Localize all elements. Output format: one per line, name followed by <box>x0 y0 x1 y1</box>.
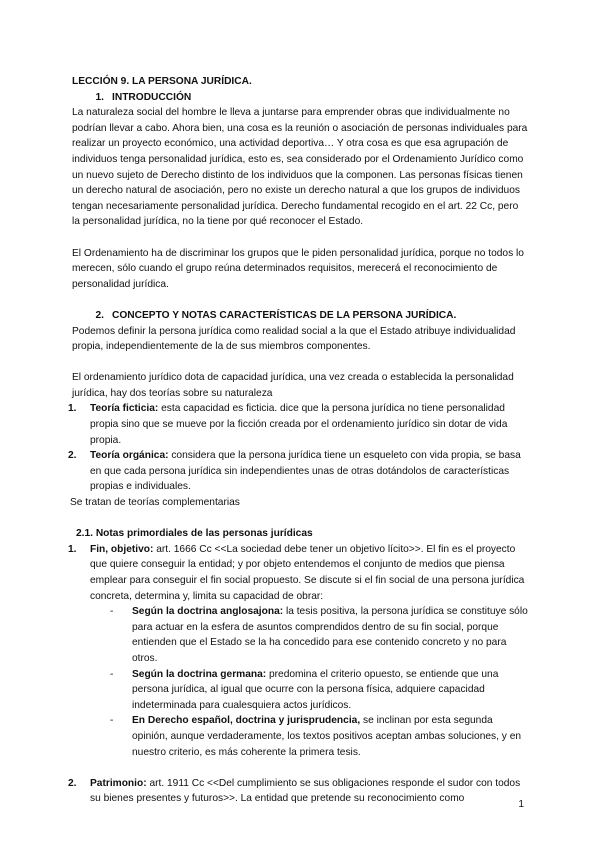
spacer <box>72 355 528 371</box>
section-2-paragraph-1: Podemos definir la persona jurídica como realidad social a la que el Estado atribuye individualidad propia, independientemente de la de sus miembros componentes. <box>72 325 516 353</box>
dash-bullet: - <box>110 715 114 727</box>
item-label: Fin, objetivo: <box>90 543 154 555</box>
sub-item-text: predomina el criterio opuesto, se entiende que una persona jurídica, al igual que ocurre con la persona física, adquiere capacidad indeterminada para cualesquiera actos jurídicos. <box>132 668 499 711</box>
spacer <box>72 760 528 776</box>
list-item-number: 1. <box>68 403 77 415</box>
sub-item-label: En Derecho español, doctrina y jurisprudencia, <box>132 715 361 727</box>
list-item <box>68 542 528 760</box>
list-item <box>68 448 528 495</box>
section-1-number: 1. <box>95 91 104 103</box>
list-item-number: 1. <box>68 543 77 555</box>
subsection-2-1-heading: 2.1. Notas primordiales de las personas jurídicas <box>76 528 313 540</box>
spacer <box>72 230 528 246</box>
item-label: Patrimonio: <box>90 777 147 789</box>
page-content <box>68 74 528 807</box>
section-1-title: INTRODUCCIÓN <box>112 91 192 103</box>
section-2-number: 2. <box>95 309 104 321</box>
list-item <box>68 401 528 448</box>
lesson-title: LECCIÓN 9. LA PERSONA JURÍDICA. <box>72 76 252 87</box>
spacer <box>72 292 528 308</box>
list-item <box>68 776 528 807</box>
item-text: art. 1911 Cc <<Del cumplimiento se sus obligaciones responde el sudor con todos su bienes presentes y futuros>>. La entidad que pretende su reconocimiento como <box>90 777 521 805</box>
sub-item-text: se inclinan por esta segunda opinión, aunque verdaderamente, los textos positivos aceptan ambas soluciones, y en nuestro criterio, es más coherente la primera tesis. <box>132 715 522 758</box>
spacer <box>72 511 528 527</box>
section-2-paragraph-2: El ordenamiento jurídico dota de capacidad jurídica, una vez creada o establecida la personalidad jurídica, hay dos teorías sobre su naturaleza <box>72 372 514 399</box>
sub-list <box>72 604 528 760</box>
theory-label: Teoría orgánica: <box>90 450 169 462</box>
sub-item-label: Según la doctrina germana: <box>132 668 267 680</box>
section-1-paragraph-1: La naturaleza social del hombre le lleva a juntarse para emprender obras que individualmente no podrían llevar a cabo. Ahora bien, una cosa es la reunión o asociación de personas individuales para realizar un proyecto económico, una actividad deportiva… Y otra cosa es que esa agrupación de individuos tenga personalidad jurídica, esto es, sea considerado por el Ordenamiento Jurídico como un nuevo sujeto de Derecho distinto de los individuos que la componen. Las personas físicas tienen un derecho natural de asociación, pero no existe un derecho natural a que los grupos de individuos tengan necesariamente personalidad jurídica. Derecho fundamental recogido en el art. 22 Cc, pero la personalidad jurídica, no la tiene por qué reconocer el Estado. <box>72 107 528 228</box>
sub-list-item <box>72 713 528 760</box>
sub-list-item <box>72 667 528 714</box>
section-1-paragraph-2: El Ordenamiento ha de discriminar los grupos que le piden personalidad jurídica, porque no todos lo merecen, sólo cuando el grupo reúna determinados requisitos, merecerá el reconocimiento de personalidad jurídica. <box>72 247 524 290</box>
theory-label: Teoría ficticia: <box>90 403 159 415</box>
sub-list-item <box>72 604 528 666</box>
theory-text: considera que la persona jurídica tiene un esqueleto con vida propia, se basa en que cada persona jurídica sin independientes unas de otras dotándolos de características propias e individuales. <box>90 450 521 493</box>
item-text: art. 1666 Cc <<La sociedad debe tener un objetivo lícito>>. El fin es el proyecto que quiere conseguir la entidad; y por objeto entendemos el conjunto de medios que piensa emplear para conseguir el fin social propuesto. Se discute si el fin social de una persona jurídica concreta, determina y, limita su capacidad de obrar: <box>90 543 525 602</box>
theories-note: Se tratan de teorías complementarias <box>70 497 240 509</box>
dash-bullet: - <box>110 668 114 680</box>
sub-item-text: la tesis positiva, la persona jurídica se constituye sólo para actuar en la esfera de asuntos comprendidos dentro de su fin social, porque entienden que el Estado se la ha concedido para ese contenido concreto y no para otros. <box>132 606 528 664</box>
list-item-number: 2. <box>68 777 77 789</box>
page-number: 1 <box>518 799 524 810</box>
theory-text: esta capacidad es ficticia. dice que la persona jurídica no tiene personalidad propia sino que se mueve por la ficción creada por el ordenamiento jurídico sin dotar de vida propia. <box>90 403 508 446</box>
section-1-heading <box>78 90 528 106</box>
section-2-heading <box>78 308 528 324</box>
list-item-number: 2. <box>68 450 77 462</box>
sub-item-label: Según la doctrina anglosajona: <box>132 606 284 618</box>
dash-bullet: - <box>110 606 114 618</box>
section-2-title: CONCEPTO Y NOTAS CARACTERÍSTICAS DE LA PERSONA JURÍDICA. <box>112 309 457 321</box>
